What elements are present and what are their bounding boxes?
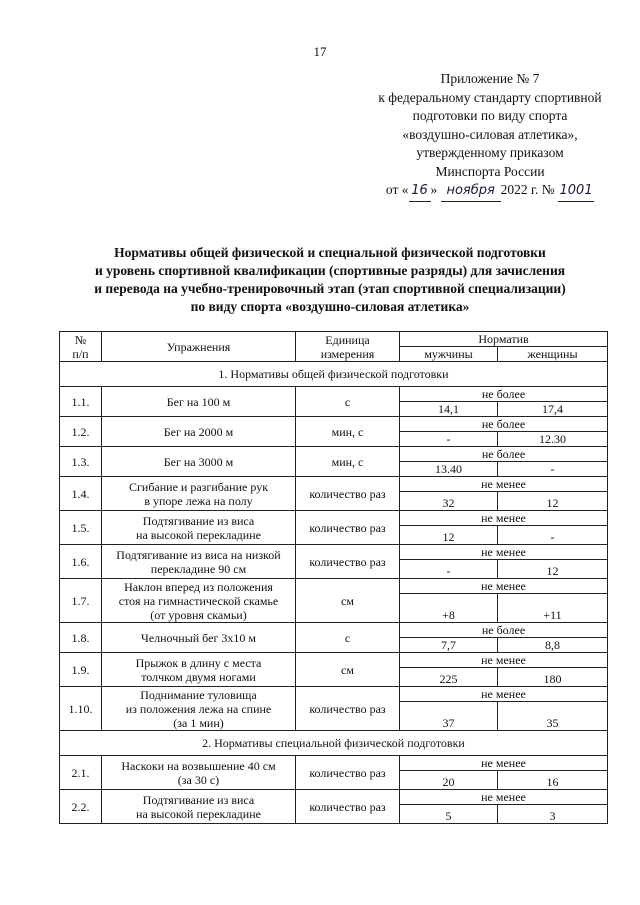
row-number: 1.3. <box>60 447 102 477</box>
men-value: 13.40 <box>400 462 498 477</box>
unit-of-measure: см <box>296 653 400 687</box>
appendix-line: Минспорта России <box>435 163 545 179</box>
norm-limit: не менее <box>400 687 608 702</box>
unit-of-measure: мин, с <box>296 447 400 477</box>
exercise-name: Бег на 3000 м <box>102 447 296 477</box>
men-value: 14,1 <box>400 402 498 417</box>
unit-of-measure: количество раз <box>296 477 400 511</box>
women-value: 12.30 <box>498 432 608 447</box>
men-value: 7,7 <box>400 638 498 653</box>
unit-of-measure: количество раз <box>296 511 400 545</box>
women-value: +11 <box>498 594 608 623</box>
title-line: Нормативы общей физической и специальной физической подготовки <box>114 245 546 260</box>
exercise-name: Бег на 2000 м <box>102 417 296 447</box>
standards-table <box>59 331 608 824</box>
exercise-name: Подтягивание из виса на высокой перекладине <box>102 511 296 545</box>
table-row <box>60 623 608 638</box>
handwritten-month: ноября <box>441 182 501 202</box>
norm-limit: не менее <box>400 511 608 526</box>
date-mid: » <box>430 182 438 197</box>
exercise-name: Наскоки на возвышение 40 см (за 30 с) <box>102 756 296 790</box>
norm-limit: не менее <box>400 545 608 560</box>
section-title: 1. Нормативы общей физической подготовки <box>60 362 608 387</box>
header-row <box>60 332 608 347</box>
exercise-name: Прыжок в длину с места толчком двумя ногами <box>102 653 296 687</box>
unit-of-measure: количество раз <box>296 545 400 579</box>
row-number: 1.9. <box>60 653 102 687</box>
exercise-name: Подтягивание из виса на высокой перекладине <box>102 790 296 824</box>
appendix-block <box>340 70 640 202</box>
norm-limit: не более <box>400 417 608 432</box>
row-number: 1.7. <box>60 579 102 623</box>
norm-limit: не более <box>400 387 608 402</box>
exercise-name: Подтягивание из виса на низкой перекладине 90 см <box>102 545 296 579</box>
men-value: 32 <box>400 492 498 511</box>
header-men: мужчины <box>400 347 498 362</box>
men-value: 225 <box>400 668 498 687</box>
exercise-name: Сгибание и разгибание рук в упоре лежа на полу <box>102 477 296 511</box>
women-value: - <box>498 462 608 477</box>
appendix-line: подготовки по виду спорта <box>412 108 568 123</box>
header-women: женщины <box>498 347 608 362</box>
exercise-name: Челночный бег 3х10 м <box>102 623 296 653</box>
title-line: и уровень спортивной квалификации (спортивные разряды) для зачисления <box>94 263 566 278</box>
row-number: 1.1. <box>60 387 102 417</box>
table-row <box>60 447 608 462</box>
women-value: 180 <box>498 668 608 687</box>
table-row <box>60 653 608 668</box>
unit-of-measure: см <box>296 579 400 623</box>
section-title: 2. Нормативы специальной физической подготовки <box>60 731 608 756</box>
title-line: и перевода на учебно-тренировочный этап (этап спортивной специализации) <box>94 281 566 296</box>
men-value: 20 <box>400 771 498 790</box>
norm-limit: не менее <box>400 653 608 668</box>
norm-limit: не более <box>400 623 608 638</box>
women-value: 12 <box>498 560 608 579</box>
row-number: 2.2. <box>60 790 102 824</box>
table-row <box>60 756 608 771</box>
table-row <box>60 417 608 432</box>
exercise-name: Поднимание туловища из положения лежа на спине (за 1 мин) <box>102 687 296 731</box>
table-row <box>60 511 608 526</box>
title-line: по виду спорта «воздушно-силовая атлетика» <box>190 299 470 314</box>
order-date-line <box>340 181 640 202</box>
unit-of-measure: количество раз <box>296 687 400 731</box>
table-row <box>60 790 608 805</box>
header-norm: Норматив <box>400 332 608 347</box>
section-row <box>60 362 608 387</box>
page-number: 17 <box>313 44 327 59</box>
table-row <box>60 477 608 492</box>
row-number: 1.2. <box>60 417 102 447</box>
norm-limit: не менее <box>400 579 608 594</box>
men-value: - <box>400 560 498 579</box>
row-number: 2.1. <box>60 756 102 790</box>
appendix-line: Приложение № 7 <box>440 71 540 86</box>
exercise-name: Бег на 100 м <box>102 387 296 417</box>
header-unit: Единица измерения <box>296 332 400 362</box>
norm-limit: не менее <box>400 756 608 771</box>
unit-of-measure: с <box>296 623 400 653</box>
men-value: - <box>400 432 498 447</box>
row-number: 1.6. <box>60 545 102 579</box>
handwritten-day: 16 <box>409 182 431 202</box>
women-value: - <box>498 526 608 545</box>
date-prefix: от « <box>385 182 409 197</box>
men-value: +8 <box>400 594 498 623</box>
table-row <box>60 387 608 402</box>
unit-of-measure: количество раз <box>296 790 400 824</box>
standards-table-body <box>60 332 608 824</box>
women-value: 16 <box>498 771 608 790</box>
handwritten-order-number: 1001 <box>558 182 594 202</box>
header-exercise: Упражнения <box>102 332 296 362</box>
row-number: 1.5. <box>60 511 102 545</box>
table-row <box>60 687 608 702</box>
date-year: 2022 г. № <box>500 182 555 197</box>
table-row <box>60 579 608 594</box>
women-value: 17,4 <box>498 402 608 417</box>
norm-limit: не менее <box>400 790 608 805</box>
row-number: 1.4. <box>60 477 102 511</box>
men-value: 37 <box>400 702 498 731</box>
unit-of-measure: мин, с <box>296 417 400 447</box>
exercise-name: Наклон вперед из положения стоя на гимнастической скамье (от уровня скамьи) <box>102 579 296 623</box>
row-number: 1.8. <box>60 623 102 653</box>
norm-limit: не более <box>400 447 608 462</box>
header-num: № п/п <box>60 332 102 362</box>
women-value: 35 <box>498 702 608 731</box>
women-value: 12 <box>498 492 608 511</box>
men-value: 12 <box>400 526 498 545</box>
unit-of-measure: с <box>296 387 400 417</box>
appendix-line: утвержденному приказом <box>416 145 564 160</box>
norm-limit: не менее <box>400 477 608 492</box>
men-value: 5 <box>400 805 498 824</box>
document-title <box>40 244 620 316</box>
women-value: 8,8 <box>498 638 608 653</box>
section-row <box>60 731 608 756</box>
appendix-line: к федеральному стандарту спортивной <box>378 89 602 105</box>
unit-of-measure: количество раз <box>296 756 400 790</box>
row-number: 1.10. <box>60 687 102 731</box>
women-value: 3 <box>498 805 608 824</box>
table-row <box>60 545 608 560</box>
appendix-line: «воздушно-силовая атлетика», <box>402 126 578 142</box>
